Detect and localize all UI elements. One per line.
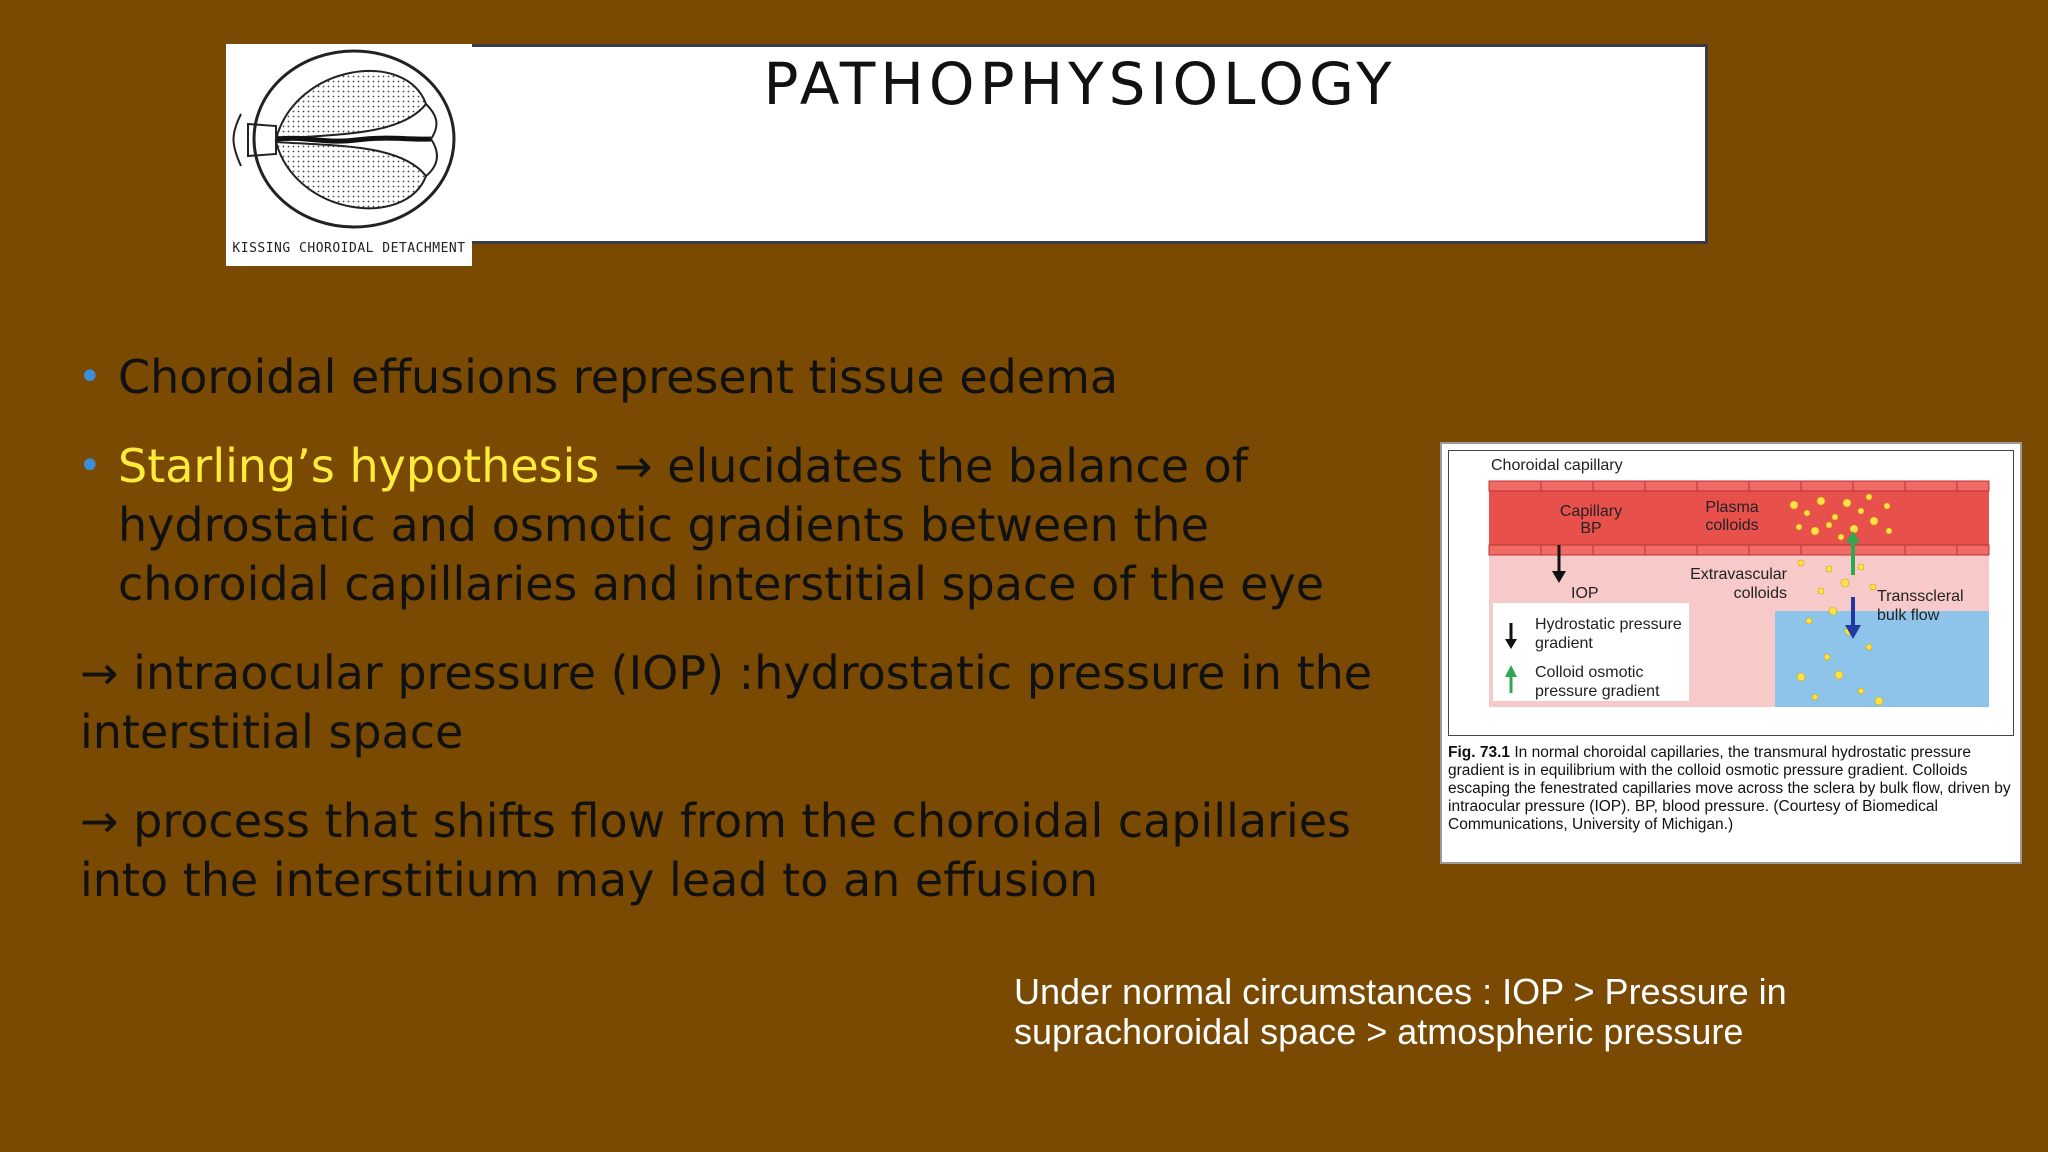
bullet-item (78, 348, 1418, 407)
normal-pressure-note: Under normal circumstances : IOP > Pressure in suprachoroidal space > atmospheric pressure (1014, 971, 1787, 1052)
label-transscleral-bulk-flow: Transscleral bulk flow (1877, 588, 1964, 624)
legend-colloid: Colloid osmotic pressure gradient (1535, 664, 1660, 700)
bullet-item (78, 437, 1418, 614)
label-plasma-colloids: Plasma colloids (1705, 499, 1759, 534)
eye-illustration (226, 44, 472, 266)
caption-label: Fig. 73.1 (1448, 744, 1511, 761)
bullet-text: → elucidates the balance of hydrostatic and osmotic gradients between the choroidal capillaries and interstitial space of the eye (118, 439, 1324, 611)
figure-caption (1448, 744, 2014, 834)
bullet-text: Choroidal effusions represent tissue edema (118, 350, 1119, 404)
label-choroidal-capillary: Choroidal capillary (1491, 457, 1623, 474)
effusion-paragraph: → process that shifts flow from the choroidal capillaries into the interstitium may lead to an effusion (80, 794, 1352, 907)
figure-panel (1440, 442, 2022, 864)
label-capillary-bp: Capillary BP (1559, 503, 1623, 537)
bullet-icon: • (78, 354, 102, 400)
starling-hypothesis-highlight: Starling’s hypothesis (118, 439, 600, 493)
caption-text: In normal choroidal capillaries, the transmural hydrostatic pressure gradient is in equilibrium with the colloid osmotic pressure gradient. Colloids escaping the fenestrated capillaries move across the sclera by bulk flow, driven by intraocular pressure (IOP). BP, blood pressure. (Courtesy of Biomedical Communications, University of Michigan.) (1448, 744, 2011, 833)
kissing-choroidal-detachment-drawing (226, 44, 472, 239)
label-iop: IOP (1571, 585, 1599, 602)
label-extravascular-colloids: Extravascular colloids (1690, 566, 1787, 602)
slide-title: PATHOPHYSIOLOGY (763, 50, 1397, 118)
legend-hydrostatic: Hydrostatic pressure gradient (1535, 616, 1682, 652)
slide-body (78, 348, 1418, 940)
iop-paragraph: → intraocular pressure (IOP) :hydrostatic pressure in the interstitial space (80, 646, 1373, 759)
sclera-region (1775, 611, 1989, 707)
logo-caption: KISSING CHOROIDAL DETACHMENT (232, 241, 466, 256)
starling-diagram (1448, 450, 2014, 736)
bullet-icon: • (78, 443, 102, 489)
